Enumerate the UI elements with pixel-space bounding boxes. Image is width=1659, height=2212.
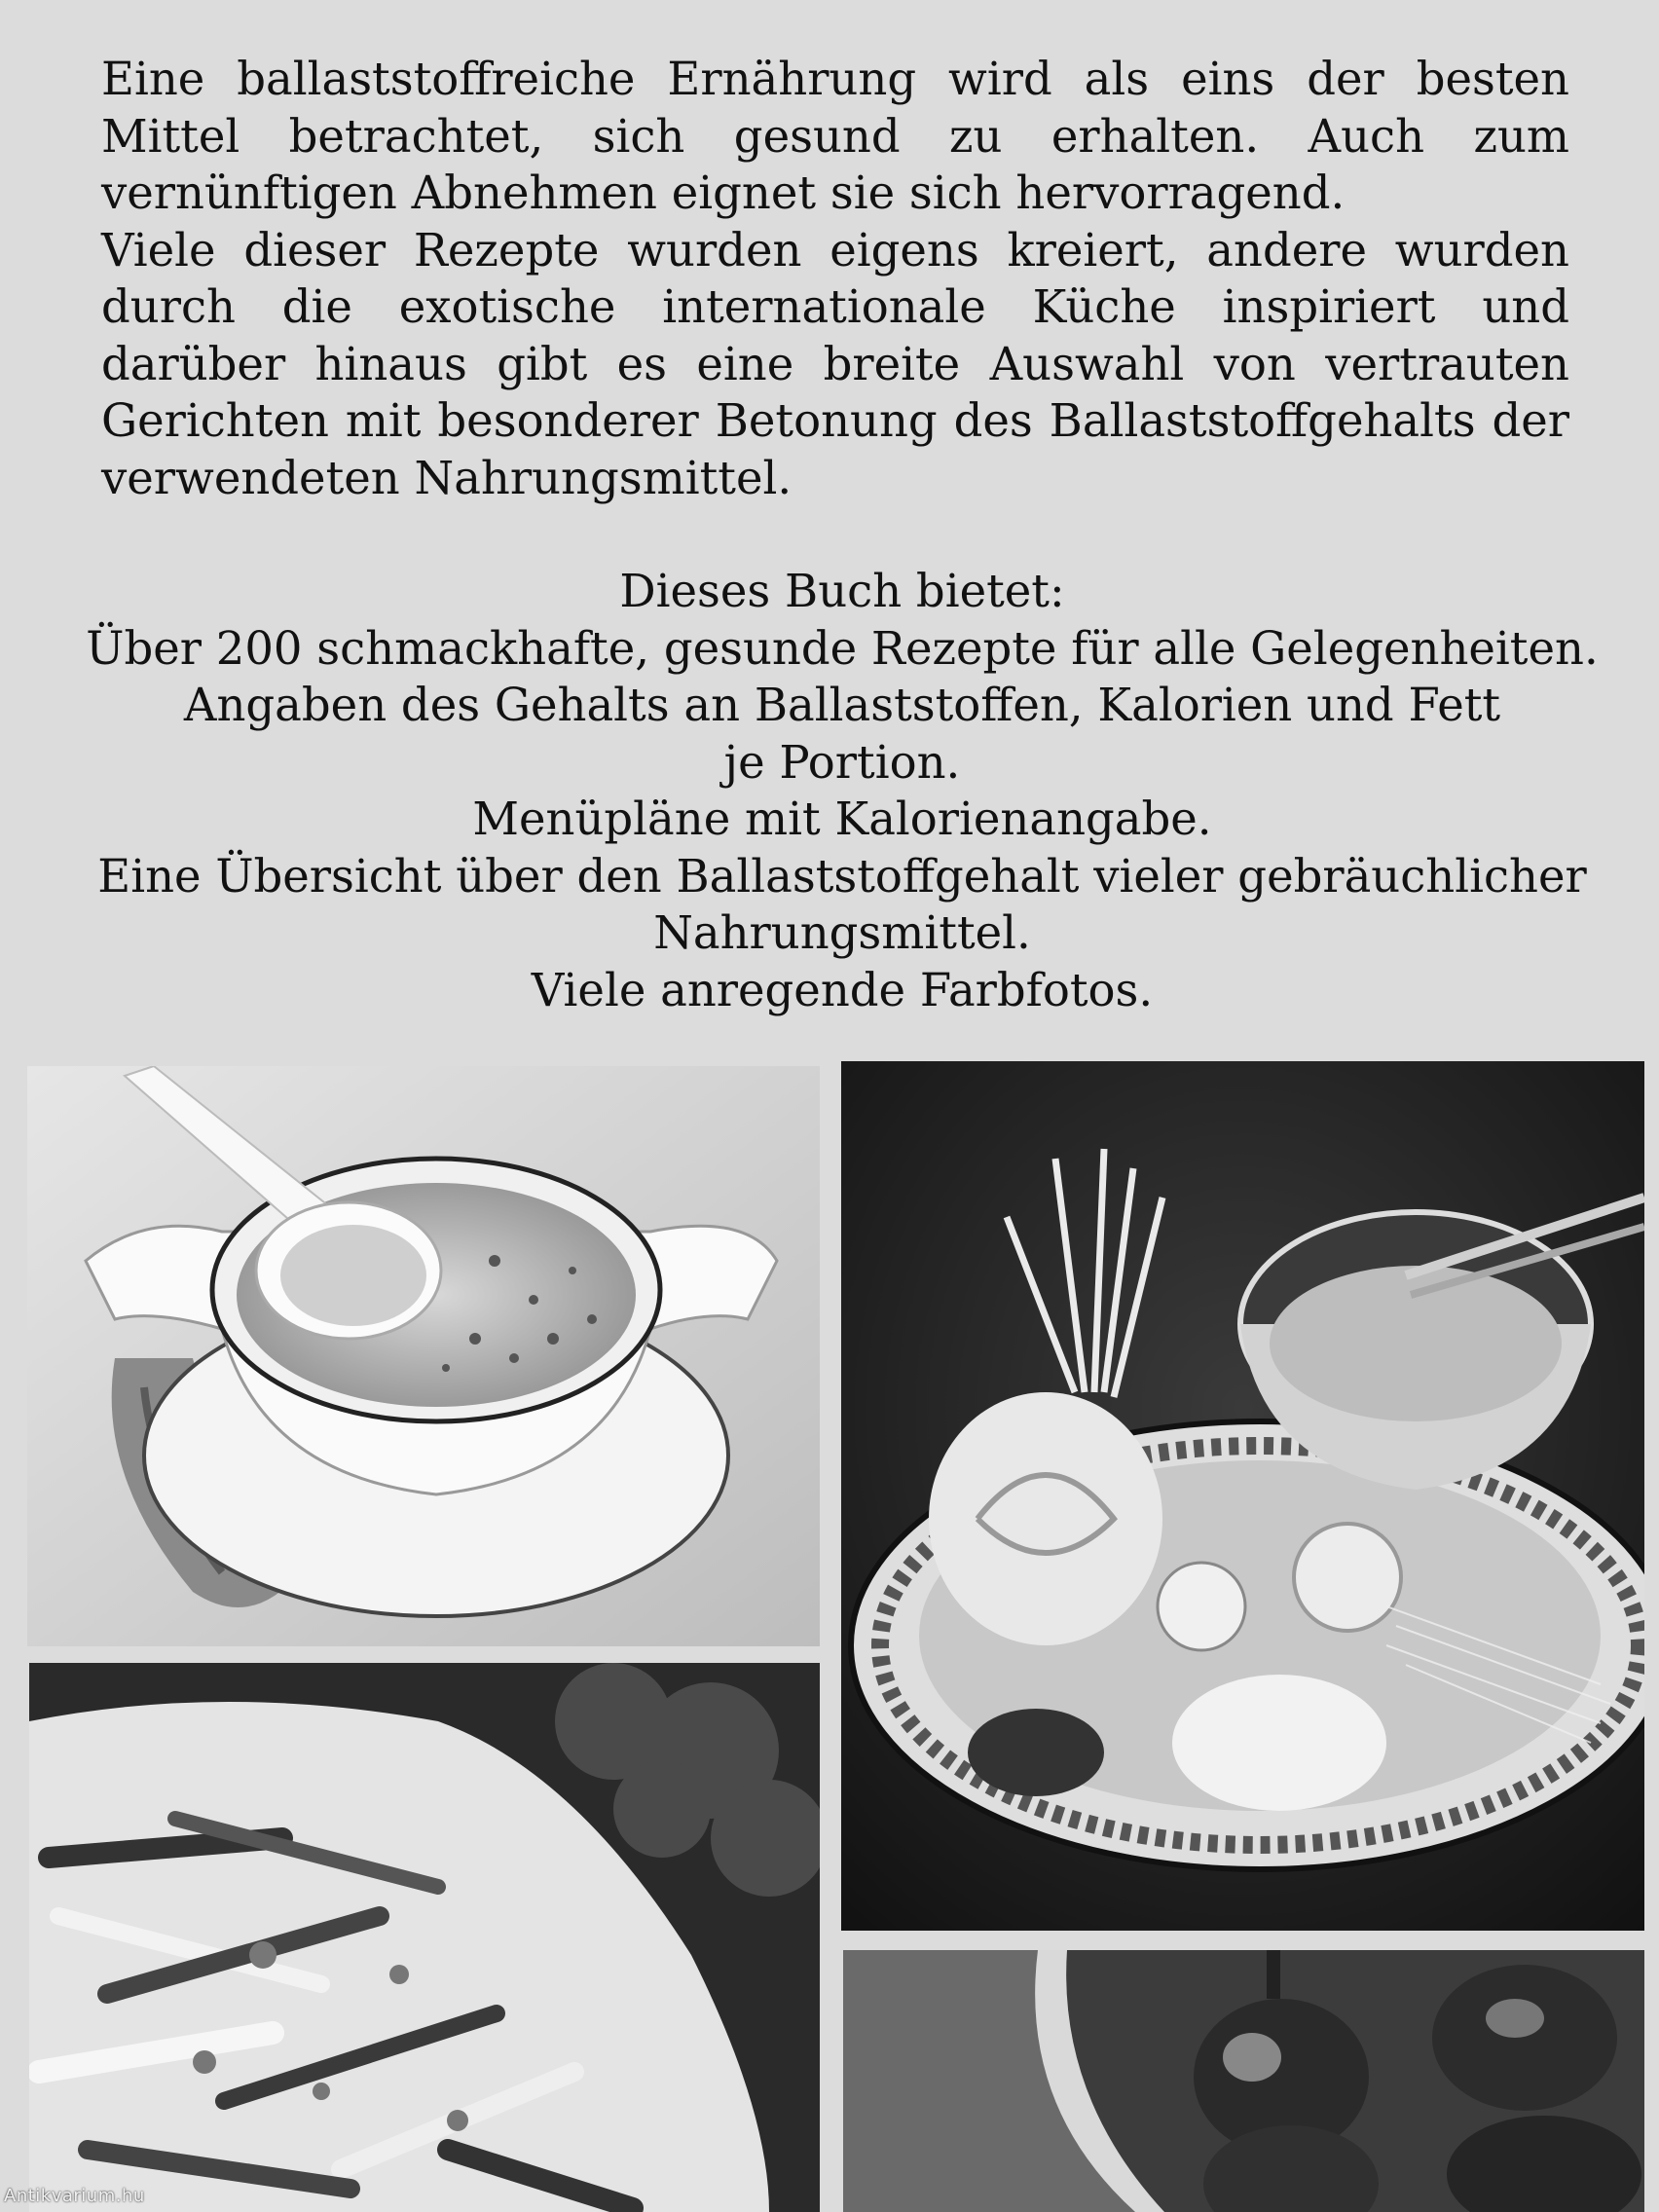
intro-paragraph-2: Viele dieser Rezepte wurden eigens kreiert, andere wurden durch die exotische internationale Küche inspiriert und darüber hinaus gibt es eine breite Auswahl von vertrauten Gerichten mit besonderer Betonung des Ballaststoffgehalts der verwendeten Nahrungsmittel. xyxy=(101,223,1569,504)
vegetable-platter-with-dip-photo xyxy=(841,1061,1644,1931)
offer-item: Nahrungsmittel. xyxy=(653,906,1031,959)
intro-text xyxy=(101,51,1569,506)
offer-heading: Dieses Buch bietet: xyxy=(619,565,1065,617)
offer-item: Über 200 schmackhafte, gesunde Rezepte für alle Gelegenheiten. xyxy=(86,621,1599,675)
offer-item: Viele anregende Farbfotos. xyxy=(531,963,1154,1016)
offer-item: Angaben des Gehalts an Ballaststoffen, Kalorien und Fett xyxy=(183,679,1501,731)
offer-item: Eine Übersicht über den Ballaststoffgehalt vieler gebräuchlicher xyxy=(97,849,1587,903)
fish-with-vegetables-photo xyxy=(29,1663,820,2212)
soup-tureen-photo xyxy=(27,1066,820,1646)
offer-item: Menüpläne mit Kalorienangabe. xyxy=(472,793,1212,845)
offer-item: je Portion. xyxy=(723,735,961,789)
intro-paragraph-1: Eine ballaststoffreiche Ernährung wird als eins der besten Mittel betrachtet, sich gesund zu erhalten. Auch zum vernünftigen Abnehmen eignet sie sich hervorragend. xyxy=(101,53,1569,219)
stuffed-peppers-photo xyxy=(843,1950,1644,2212)
watermark: Antikvarium.hu xyxy=(4,2186,145,2206)
offer-list xyxy=(58,563,1626,1018)
